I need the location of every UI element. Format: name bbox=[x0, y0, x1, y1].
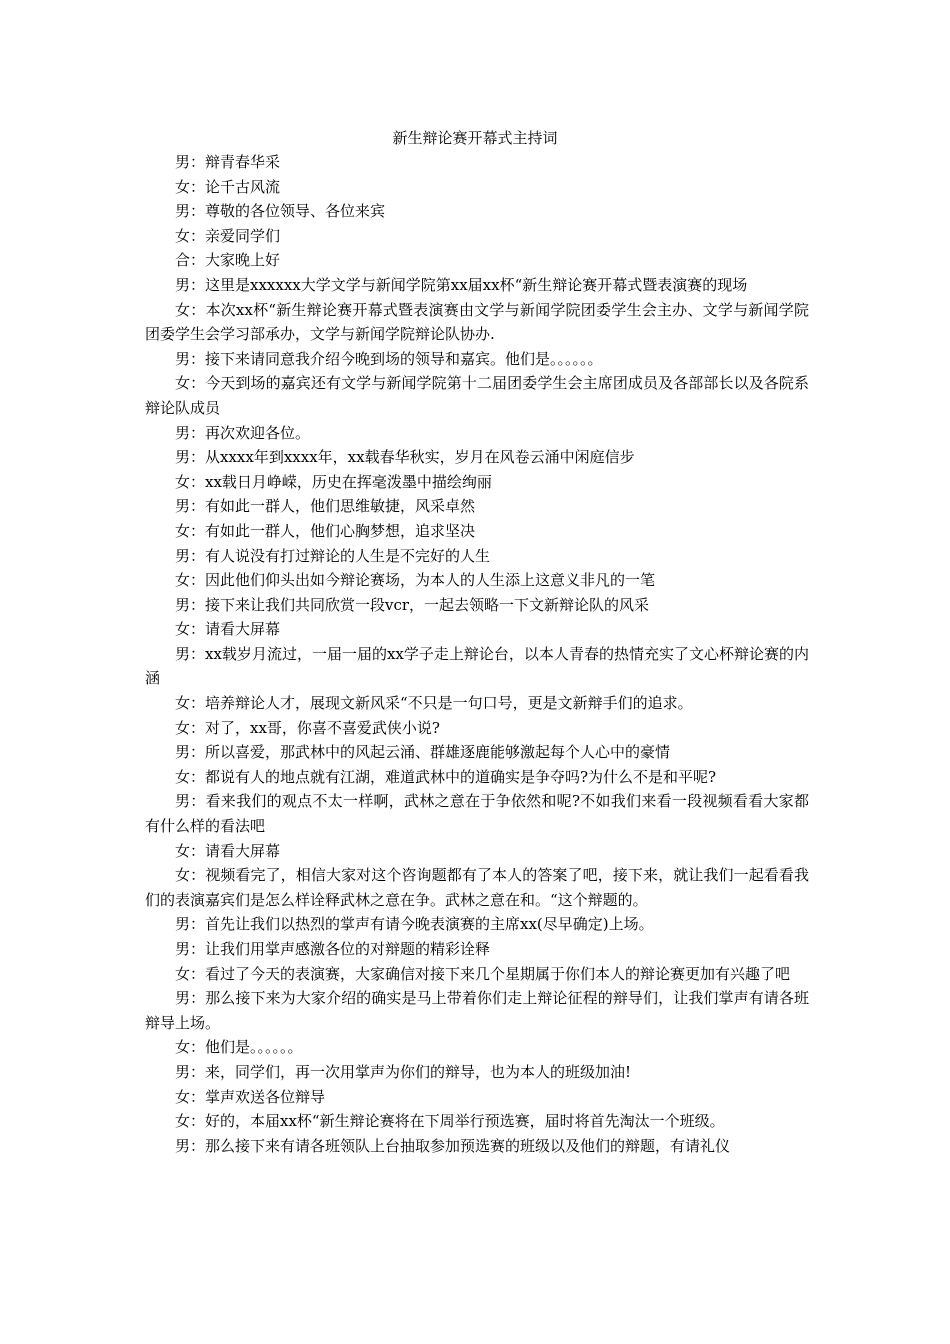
paragraph: 男：接下来让我们共同欣赏一段vcr，一起去领略一下文新辩论队的风采 bbox=[175, 595, 650, 614]
paragraph: 男：那么接下来有请各班领队上台抽取参加预选赛的班级以及他们的辩题，有请礼仪 bbox=[175, 1136, 731, 1155]
paragraph: 男：再次欢迎各位。 bbox=[175, 423, 311, 442]
paragraph: 女：论千古风流 bbox=[175, 177, 281, 196]
paragraph: 男：有人说没有打过辩论的人生是不完好的人生 bbox=[175, 546, 491, 565]
paragraph: 女：他们是。。。。。。 bbox=[175, 1038, 303, 1057]
paragraph: 女：视频看完了，相信大家对这个咨询题都有了本人的答案了吧，接下来，就让我们一起看看我们的表演嘉宾们是怎么样诠释武林之意在争。武林之意在和。“这个辩题的。 bbox=[145, 866, 809, 909]
paragraph: 男：这里是xxxxxx大学文学与新闻学院第xx届xx杯“新生辩论赛开幕式暨表演赛的现场 bbox=[175, 275, 748, 294]
paragraph: 男：让我们用掌声感激各位的对辩题的精彩诠释 bbox=[175, 940, 491, 958]
paragraph: 男：看来我们的观点不太一样啊，武林之意在于争依然和呢?不如我们来看一段视频看看大家都有什么样的看法吧 bbox=[145, 792, 809, 836]
paragraph: 女：请看大屏幕 bbox=[175, 620, 281, 639]
document-title: 新生辩论赛开幕式主持词 bbox=[392, 129, 558, 147]
paragraph: 男：首先让我们以热烈的掌声有请今晚表演赛的主席xx(尽早确定)上场。 bbox=[175, 915, 654, 934]
paragraph: 女：都说有人的地点就有江湖，难道武林中的道确实是争夺吗?为什么不是和平呢? bbox=[175, 767, 717, 786]
paragraph: 女：有如此一群人，他们心胸梦想，追求坚决 bbox=[175, 521, 476, 540]
paragraph: 女：因此他们仰头出如今辩论赛场，为本人的人生添上这意义非凡的一笔 bbox=[175, 571, 656, 590]
paragraph: 女：好的，本届xx杯“新生辩论赛将在下周举行预选赛，届时将首先淘汰一个班级。 bbox=[175, 1112, 725, 1131]
paragraph: 合：大家晚上好 bbox=[175, 251, 281, 270]
paragraph: 女：培养辩论人才，展现文新风采“不只是一句口号，更是文新辩手们的追求。 bbox=[175, 694, 693, 713]
paragraph: 男：那么接下来为大家介绍的确实是马上带着你们走上辩论征程的辩导们，让我们掌声有请各班辩导上场。 bbox=[145, 989, 809, 1032]
paragraph: 男：xx载岁月流过，一届一届的xx学子走上辩论台，以本人青春的热情充实了文心杯辩论赛的内涵 bbox=[145, 644, 809, 688]
paragraph: 女：今天到场的嘉宾还有文学与新闻学院第十二届团委学生会主席团成员及各部部长以及各院系辩论队成员 bbox=[145, 374, 809, 417]
paragraph: 男：来，同学们，再一次用掌声为你们的辩导，也为本人的班级加油! bbox=[175, 1062, 632, 1081]
paragraph: 女：xx载日月峥嵘，历史在挥毫泼墨中描绘绚丽 bbox=[175, 472, 492, 491]
paragraph: 男：尊敬的各位领导、各位来宾 bbox=[175, 202, 386, 221]
paragraph: 女：请看大屏幕 bbox=[175, 841, 281, 860]
paragraph: 男：所以喜爱，那武林中的风起云涌、群雄逐鹿能够激起每个人心中的豪情 bbox=[175, 743, 671, 762]
document-body bbox=[145, 150, 809, 1158]
paragraph: 女：对了，xx哥，你喜不喜爱武侠小说? bbox=[175, 718, 440, 737]
paragraph: 男：接下来请同意我介绍今晚到场的领导和嘉宾。他们是。。。。。。 bbox=[175, 349, 603, 368]
paragraph: 男：从xxxx年到xxxx年，xx载春华秋实，岁月在风卷云涌中闲庭信步 bbox=[175, 448, 635, 467]
paragraph: 女：亲爱同学们 bbox=[175, 226, 281, 245]
paragraph: 女：掌声欢送各位辩导 bbox=[175, 1087, 326, 1106]
paragraph: 男：有如此一群人，他们思维敏捷，风采卓然 bbox=[175, 497, 476, 516]
paragraph: 女：本次xx杯“新生辩论赛开幕式暨表演赛由文学与新闻学院团委学生会主办、文学与新闻学院团委学生会学习部承办，文学与新闻学院辩论队协办. bbox=[145, 300, 809, 344]
paragraph: 男：辩青春华采 bbox=[175, 153, 281, 171]
paragraph: 女：看过了今天的表演赛，大家确信对接下来几个星期属于你们本人的辩论赛更加有兴趣了吧 bbox=[175, 964, 791, 983]
